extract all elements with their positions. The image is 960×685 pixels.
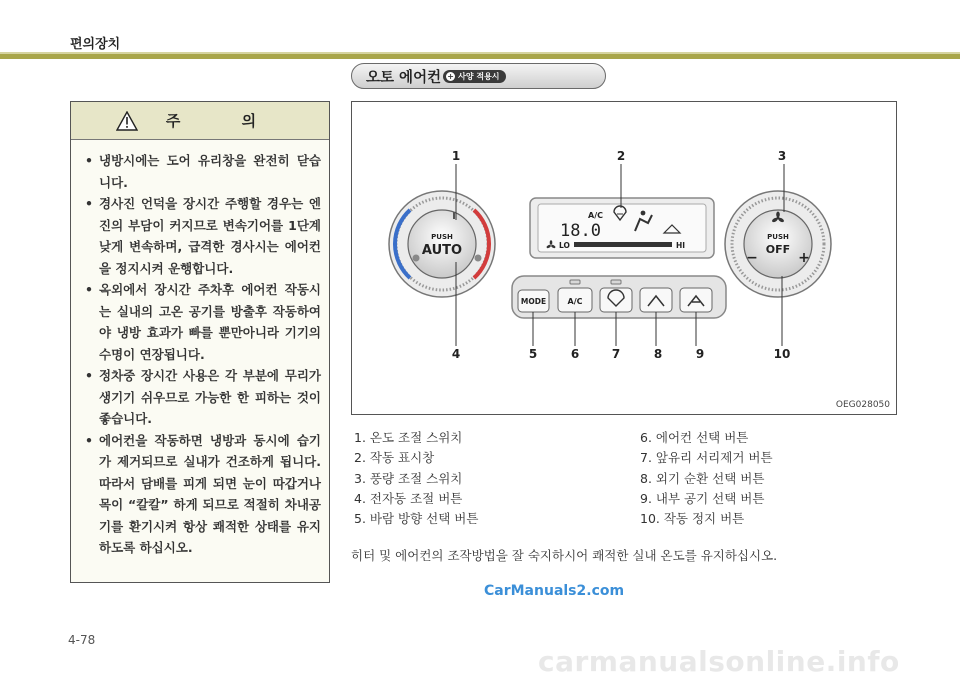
warning-triangle-icon bbox=[116, 111, 138, 131]
callout-number: 6 bbox=[570, 347, 580, 361]
display-temperature: 18.0 bbox=[560, 221, 601, 241]
section-header-title: 편의장치 bbox=[70, 37, 121, 52]
legend-item: 8. 외기 순환 선택 버튼 bbox=[640, 470, 765, 486]
mode-button bbox=[518, 290, 549, 312]
button-panel bbox=[512, 276, 726, 318]
page-header bbox=[0, 0, 960, 52]
callout-number: 1 bbox=[451, 149, 461, 163]
caution-item: • 경사진 언덕을 장시간 주행할 경우는 엔진의 부담이 커지므로 변속기어를 1단계 낮게 변속하며, 급격한 경사시는 에어컨을 정지시켜 운행합니다. bbox=[85, 193, 321, 279]
caution-item: • 옥외에서 장시간 주차후 에어컨 작동시는 실내의 고온 공기를 방출후 작동하여야 냉방 효과가 빠를 뿐만아니라 기기의 수명이 연장됩니다. bbox=[85, 279, 321, 365]
figure-code: OEG028050 bbox=[835, 400, 890, 410]
display-lo-label: LO bbox=[559, 241, 570, 250]
legend-item: 5. 바람 방향 선택 버튼 bbox=[354, 511, 479, 527]
callout-number: 4 bbox=[451, 347, 461, 361]
fan-speed-knob bbox=[725, 191, 831, 297]
display-hi-label: HI bbox=[676, 241, 686, 250]
page-number: 4-78 bbox=[68, 633, 96, 647]
callout-number: 3 bbox=[777, 149, 787, 163]
section-heading bbox=[351, 63, 606, 89]
callout-number: 7 bbox=[611, 347, 621, 361]
fan-push-label: PUSH bbox=[767, 233, 789, 241]
caution-item: • 정차중 장시간 사용은 각 부분에 무리가 생기기 쉬우므로 가능한 한 피하는 것이 좋습니다. bbox=[85, 365, 321, 430]
legend-item: 2. 작동 표시창 bbox=[354, 450, 435, 466]
legend-item: 4. 전자동 조절 버튼 bbox=[354, 490, 463, 506]
caution-title: 주 의 bbox=[165, 112, 285, 130]
watermark-carmanualsonline: carmanualsonline.info bbox=[538, 645, 900, 678]
caution-box bbox=[70, 101, 330, 583]
climate-control-figure bbox=[351, 101, 897, 415]
legend-item: 6. 에어컨 선택 버튼 bbox=[640, 430, 749, 445]
legend-right bbox=[640, 428, 773, 529]
svg-text:MODE: MODE bbox=[520, 297, 547, 306]
legend-item: 9. 내부 공기 선택 버튼 bbox=[640, 490, 765, 506]
option-badge bbox=[443, 70, 505, 83]
legend-item: 1. 온도 조절 스위치 bbox=[354, 430, 463, 445]
plus-circle-icon: + bbox=[447, 71, 454, 81]
caution-list bbox=[71, 140, 329, 559]
callout-number: 2 bbox=[616, 149, 626, 163]
caution-item: • 냉방시에는 도어 유리창을 완전히 닫습니다. bbox=[85, 150, 321, 193]
fresh-air-button bbox=[640, 288, 672, 312]
knob-push-label: PUSH bbox=[431, 233, 453, 241]
temperature-knob bbox=[389, 191, 495, 297]
usage-note: 히터 및 에어컨의 조작방법을 잘 숙지하시어 쾌적한 실내 온도를 유지하십시오. bbox=[351, 548, 778, 563]
header-rule bbox=[0, 54, 960, 59]
callout-number: 8 bbox=[653, 347, 663, 361]
legend-item: 10. 작동 정지 버튼 bbox=[640, 511, 745, 527]
recirculation-button bbox=[680, 288, 712, 312]
callout-number: 10 bbox=[773, 347, 791, 361]
display-ac-label: A/C bbox=[588, 211, 603, 220]
caution-header bbox=[71, 102, 329, 140]
legend-left bbox=[354, 428, 478, 529]
watermark-carmanuals2[interactable]: CarManuals2.com bbox=[484, 583, 625, 599]
minus-icon: − bbox=[746, 250, 758, 266]
option-badge-label: 사양 적용시 bbox=[458, 71, 500, 81]
caution-item: • 에어컨을 작동하면 냉방과 동시에 습기가 제거되므로 실내가 건조하게 됩니다. 따라서 담배를 피게 되면 눈이 따갑거나 목이 “칼칼” 하게 되므로 적절히 차내공기를 환기시켜 항상 쾌적한 상태를 유지하도록 하십시오. bbox=[85, 430, 321, 559]
section-title: 오토 에어컨 bbox=[366, 69, 442, 86]
svg-text:A/C: A/C bbox=[567, 297, 583, 306]
callout-number: 5 bbox=[528, 347, 538, 361]
legend-item: 3. 풍량 조절 스위치 bbox=[354, 470, 463, 486]
plus-icon: + bbox=[798, 250, 810, 266]
callout-number: 9 bbox=[695, 347, 705, 361]
fan-off-label: OFF bbox=[765, 243, 791, 256]
legend-item: 7. 앞유리 서리제거 버튼 bbox=[640, 450, 773, 466]
knob-auto-label: AUTO bbox=[421, 243, 463, 258]
status-display bbox=[530, 198, 714, 258]
climate-panel-illustration bbox=[352, 102, 896, 414]
